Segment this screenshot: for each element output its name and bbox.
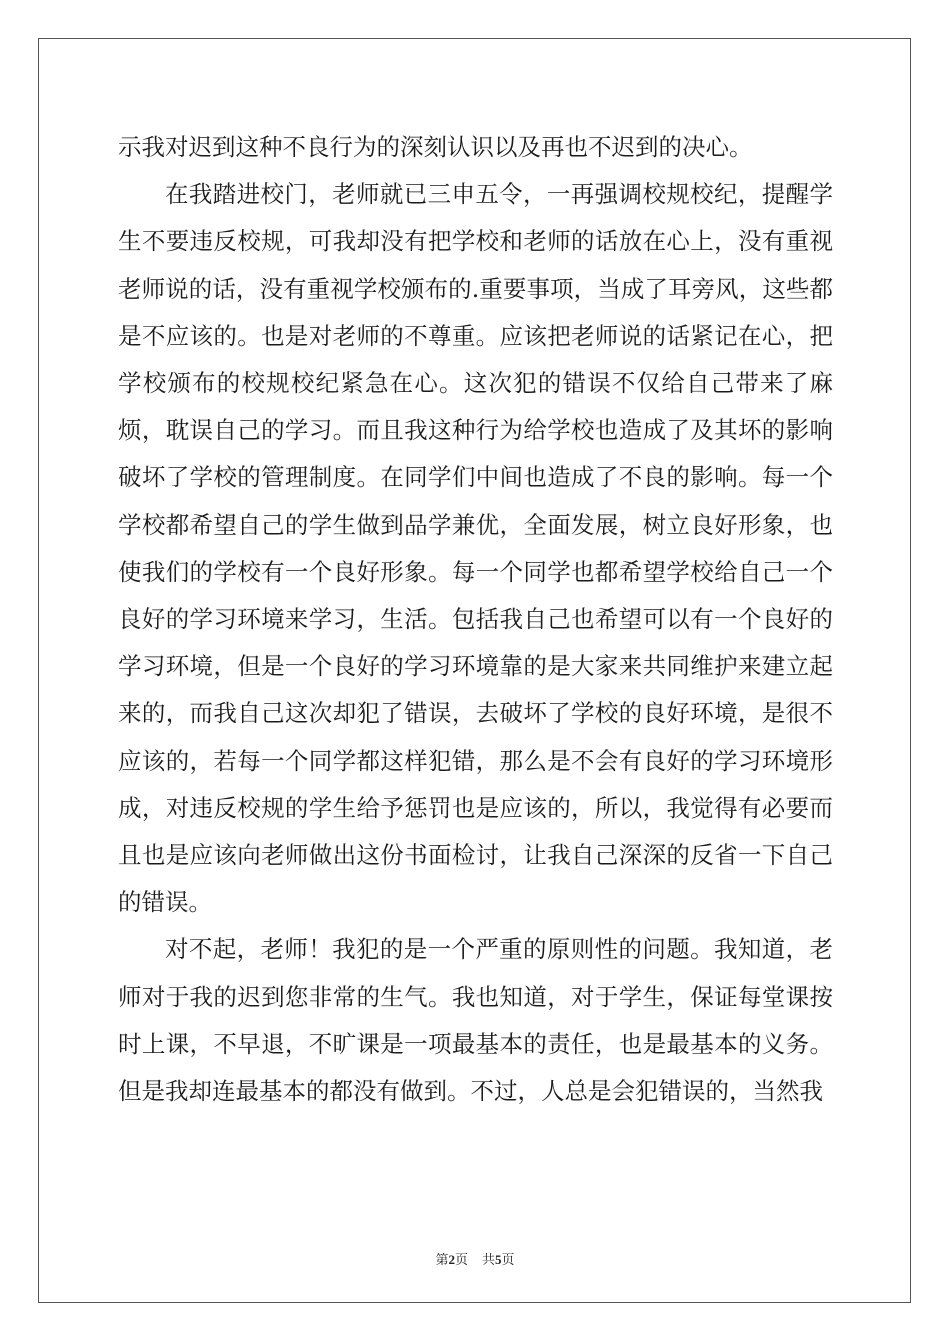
page-number: 2 [448, 1252, 455, 1267]
document-body [118, 124, 833, 1115]
total-pages: 5 [495, 1252, 502, 1267]
total-prefix: 共 [482, 1253, 496, 1268]
page-suffix: 页 [454, 1253, 468, 1268]
paragraph-1: 示我对迟到这种不良行为的深刻认识以及再也不迟到的决心。 [118, 133, 753, 161]
total-suffix: 页 [501, 1253, 515, 1268]
paragraph-3: 对不起，老师！我犯的是一个严重的原则性的问题。我知道，老师对于我的迟到您非常的生气。我也知道，对于学生，保证每堂课按时上课，不早退，不旷课是一项最基本的责任，也是最基本的义务。但是我却连最基本的都没有做到。不过，人总是会犯错误的，当然我 [118, 935, 833, 1106]
page-prefix: 第 [435, 1253, 449, 1268]
page-footer [0, 1249, 950, 1268]
paragraph-2: 在我踏进校门，老师就已三申五令，一再强调校规校纪，提醒学生不要违反校规，可我却没有把学校和老师的话放在心上，没有重视老师说的话，没有重视学校颁布的.重要事项，当成了耳旁风，这些都是不应该的。也是对老师的不尊重。应该把老师说的话紧记在心，把学校颁布的校规校纪紧急在心。这次犯的错误不仅给自己带来了麻烦，耽误自己的学习。而且我这种行为给学校也造成了及其坏的影响破坏了学校的管理制度。在同学们中间也造成了不良的影响。每一个学校都希望自己的学生做到品学兼优，全面发展，树立良好形象，也使我们的学校有一个良好形象。每一个同学也都希望学校给自己一个良好的学习环境来学习，生活。包括我自己也希望可以有一个良好的学习环境，但是一个良好的学习环境靠的是大家来共同维护来建立起来的，而我自己这次却犯了错误，去破坏了学校的良好环境，是很不应该的，若每一个同学都这样犯错，那么是不会有良好的学习环境形成，对违反校规的学生给予惩罚也是应该的，所以，我觉得有必要而且也是应该向老师做出这份书面检讨，让我自己深深的反省一下自己的错误。 [118, 180, 833, 917]
